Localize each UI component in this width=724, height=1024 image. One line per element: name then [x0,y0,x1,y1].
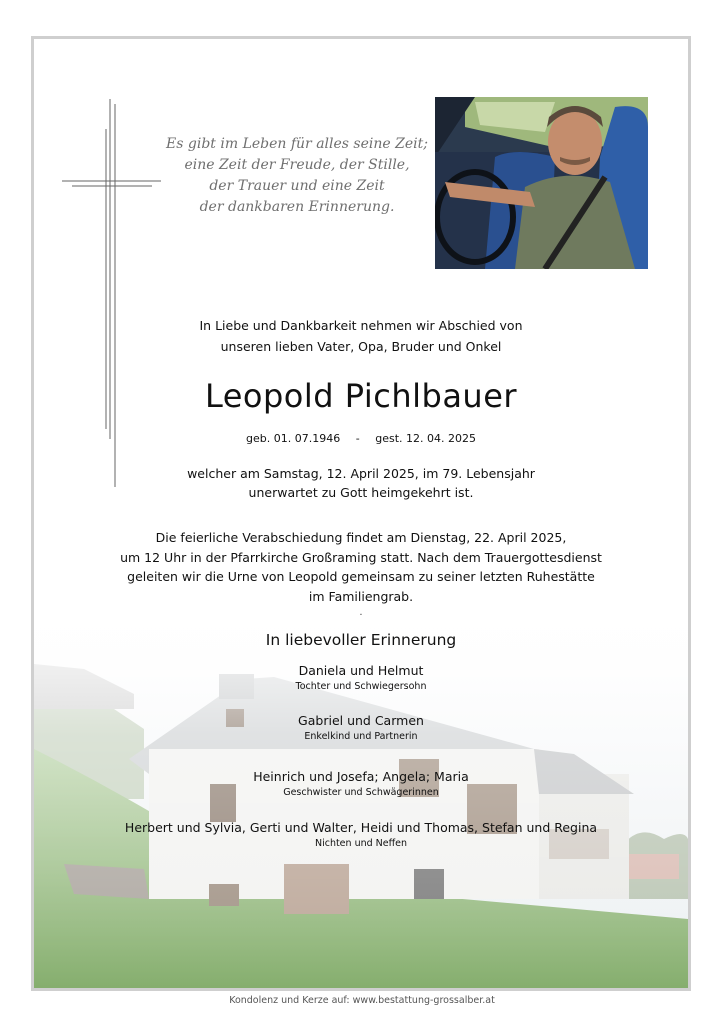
memory-title: In liebevoller Erinnerung [265,631,457,649]
portrait-photo [435,97,648,269]
relative-group [34,769,688,798]
deceased-name: Leopold Pichlbauer [204,377,518,415]
passing-line: welcher am Samstag, 12. April 2025, im 79. Lebensjahr [187,466,535,481]
relative-names: Herbert und Sylvia, Gerti und Walter, Heidi und Thomas, Stefan und Regina [124,820,598,835]
ceremony-line: Die feierliche Verabschiedung findet am Dienstag, 22. April 2025, [155,530,567,545]
obituary-card [31,36,691,991]
intro-line: In Liebe und Dankbarkeit nehmen wir Abschied von [199,318,523,333]
intro-text [34,315,688,357]
quote-line: der Trauer und eine Zeit [209,178,385,194]
passing-text [34,464,688,502]
ceremony-text [34,528,688,606]
ceremony-line: um 12 Uhr in der Pfarrkirche Großraming statt. Nach dem Trauergottesdienst [120,549,602,565]
quote-line: Es gibt im Leben für alles seine Zeit; [166,136,428,152]
separator-dot: . [359,607,363,618]
ceremony-line: im Familiengrab. [308,588,414,604]
relative-names: Daniela und Helmut [298,663,424,678]
relative-role: Nichten und Neffen [314,838,408,849]
quote-line: der dankbaren Erinnerung. [199,199,395,215]
relative-group [34,713,688,742]
date-separator: - [355,432,360,445]
relative-role: Tochter und Schwiegersohn [295,681,427,692]
relative-names: Gabriel und Carmen [298,713,424,728]
relative-group [34,663,688,692]
death-date: gest. 12. 04. 2025 [375,432,476,445]
life-dates [34,432,688,445]
passing-line: unerwartet zu Gott heimgekehrt ist. [248,485,474,500]
relative-role: Enkelkind und Partnerin [304,731,418,742]
relative-names: Heinrich und Josefa; Angela; Maria [253,769,469,784]
quote-text [162,134,432,218]
relative-group [34,820,688,849]
quote-line: eine Zeit der Freude, der Stille, [184,157,410,173]
ceremony-line: geleiten wir die Urne von Leopold gemeinsam zu seiner letzten Ruhestätte [127,569,595,584]
intro-line: unseren lieben Vater, Opa, Bruder und Onkel [220,339,502,354]
birth-date: geb. 01. 07.1946 [246,432,341,445]
relative-role: Geschwister und Schwägerinnen [283,787,439,798]
footer-condolence-link[interactable]: Kondolenz und Kerze auf: www.bestattung-grossalber.at [229,995,495,1006]
